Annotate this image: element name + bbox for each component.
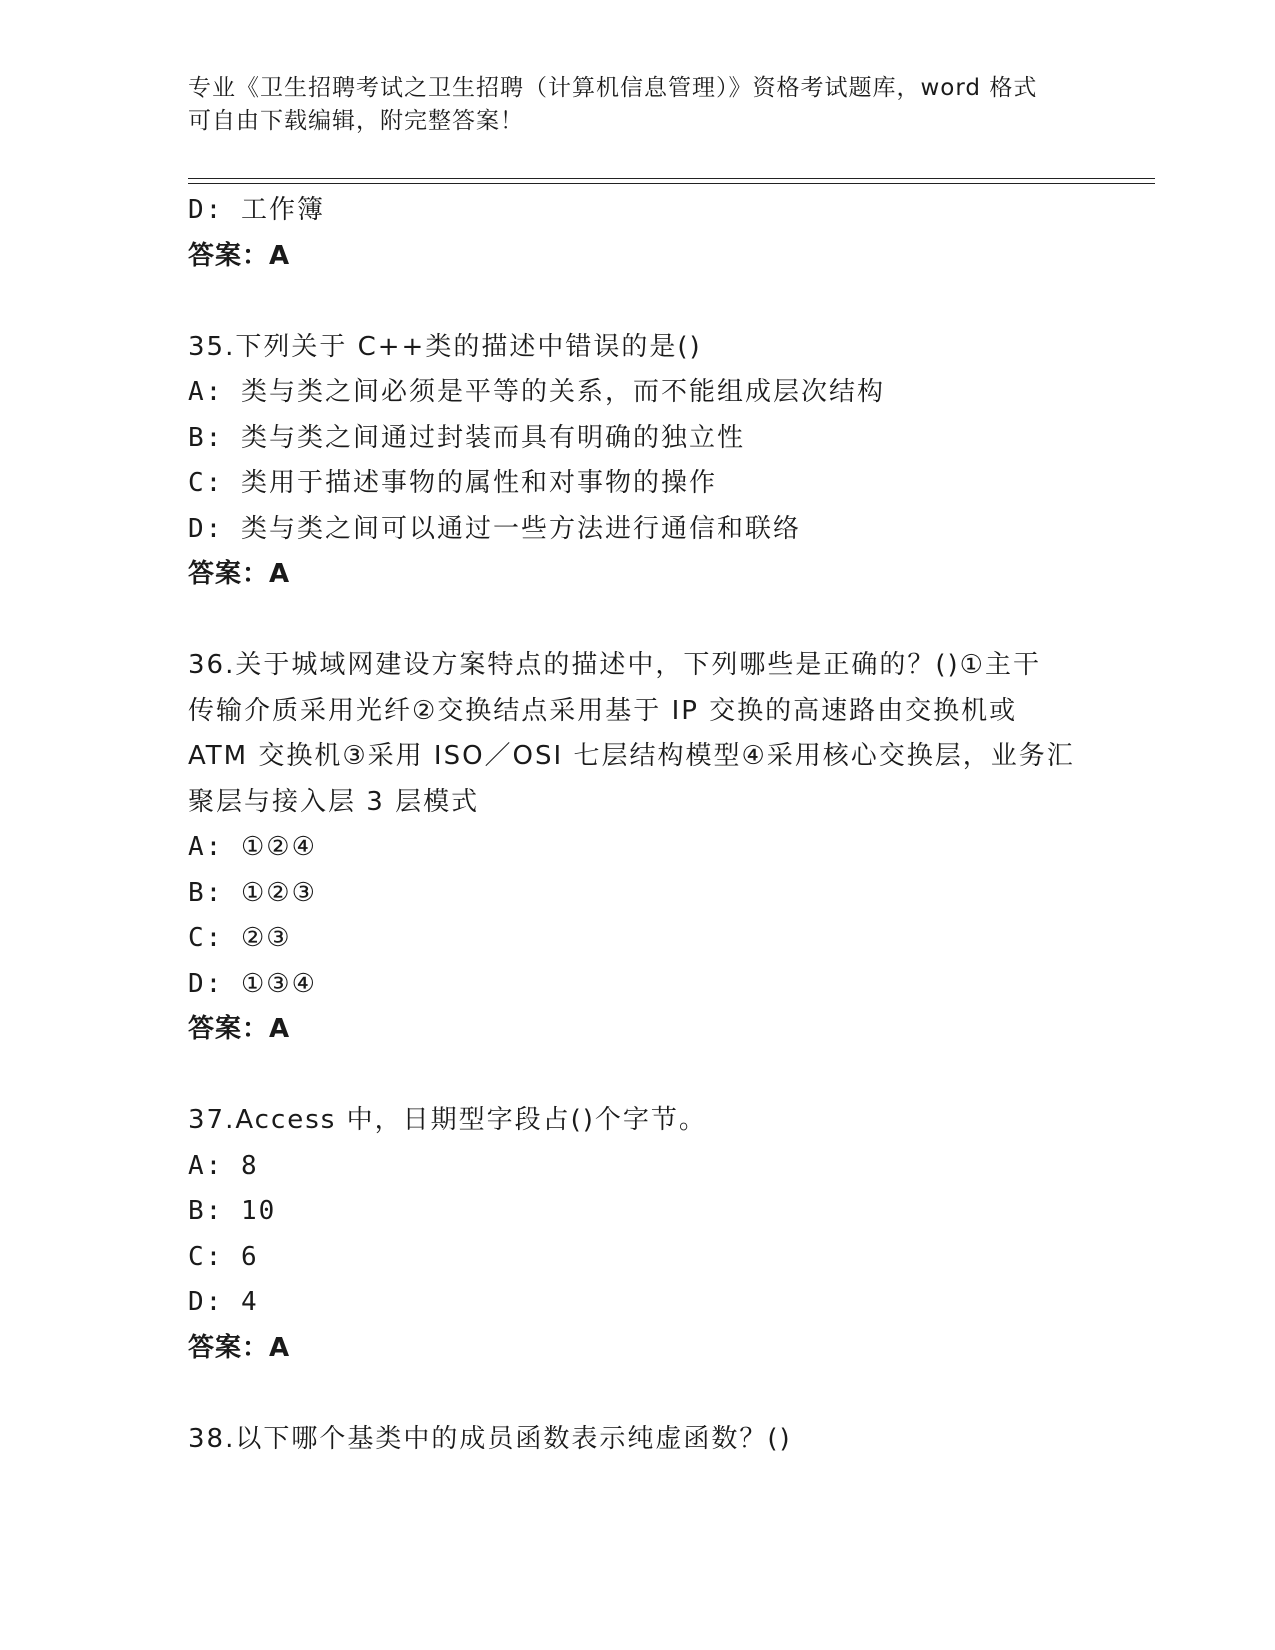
- question-stem-line: 35.下列关于 C++类的描述中错误的是(): [188, 331, 702, 362]
- option-b: B: 类与类之间通过封装而具有明确的独立性: [188, 422, 745, 453]
- question-gap: [188, 279, 1088, 325]
- option-b: B: 10: [188, 1196, 277, 1226]
- header-double-rule: [188, 178, 1155, 184]
- option-c: C: ②③: [188, 923, 292, 953]
- question-38: [188, 1417, 1088, 1463]
- question-stem-line: 37.Access 中，日期型字段占()个字节。: [188, 1105, 707, 1135]
- question-list: [188, 188, 1088, 1462]
- option-c: C: 6: [188, 1241, 259, 1272]
- answer: 答案：A: [188, 1332, 291, 1363]
- option-a: A: ①②④: [188, 832, 317, 862]
- continued-answer: 答案：A: [188, 240, 291, 271]
- question-stem-line: 38.以下哪个基类中的成员函数表示纯虚函数？(): [188, 1423, 792, 1454]
- question-stem-line: 传输介质采用光纤②交换结点采用基于 IP 交换的高速路由交换机或: [188, 695, 1018, 726]
- option-d: D: 类与类之间可以通过一些方法进行通信和联络: [188, 513, 801, 544]
- option-c: C: 类用于描述事物的属性和对事物的操作: [188, 468, 717, 498]
- option-d: D: 4: [188, 1287, 259, 1317]
- question-gap: [188, 598, 1088, 644]
- question-stem-line: 36.关于城域网建设方案特点的描述中，下列哪些是正确的？()①主干: [188, 650, 1041, 680]
- question-36: [188, 643, 1088, 1053]
- header-line-2: 可自由下载编辑，附完整答案！: [188, 108, 524, 134]
- question-35: [188, 325, 1088, 598]
- answer: 答案：A: [188, 1014, 291, 1044]
- option-d: D: ①③④: [188, 968, 317, 999]
- header-line-1: 专业《卫生招聘考试之卫生招聘（计算机信息管理）》资格考试题库，word 格式: [188, 75, 1038, 101]
- answer: 答案：A: [188, 559, 291, 589]
- continued-option-d: D: 工作簿: [188, 195, 325, 225]
- question-stem-line: 聚层与接入层 3 层模式: [188, 786, 480, 817]
- question-37: [188, 1098, 1088, 1371]
- option-a: A: 类与类之间必须是平等的关系，而不能组成层次结构: [188, 377, 885, 407]
- question-gap: [188, 1053, 1088, 1099]
- page-header: [188, 72, 1088, 138]
- option-a: A: 8: [188, 1150, 259, 1181]
- question-gap: [188, 1371, 1088, 1417]
- question-stem-line: ATM 交换机③采用 ISO／OSI 七层结构模型④采用核心交换层，业务汇: [188, 741, 1075, 771]
- option-b: B: ①②③: [188, 877, 317, 908]
